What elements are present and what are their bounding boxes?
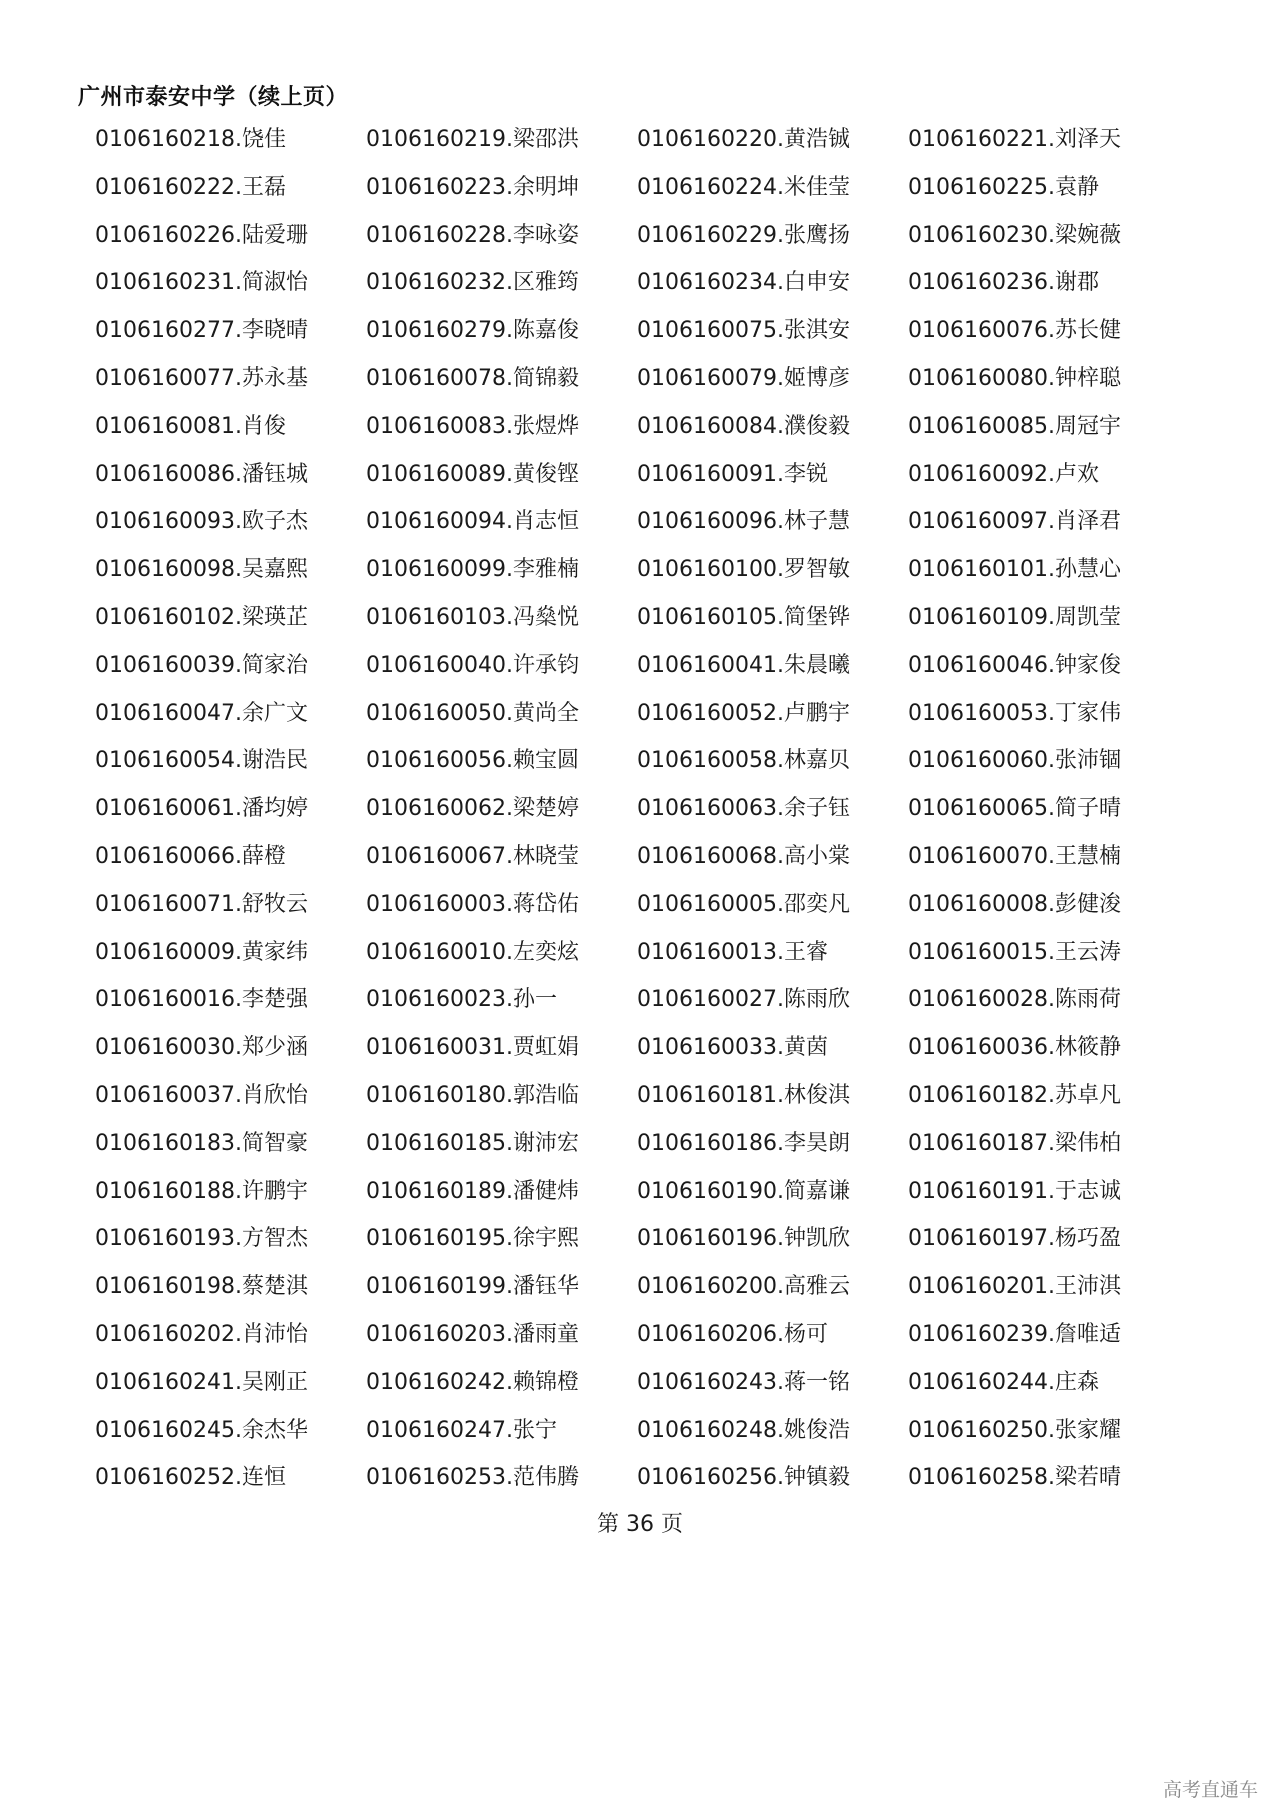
roster-entry: 0106160234.白申安 bbox=[637, 270, 850, 296]
roster-entry: 0106160101.孙慧心 bbox=[908, 557, 1121, 583]
roster-entry: 0106160279.陈嘉俊 bbox=[366, 318, 579, 344]
roster-entry: 0106160200.高雅云 bbox=[637, 1274, 850, 1300]
roster-entry: 0106160224.米佳莹 bbox=[637, 174, 850, 200]
roster-entry: 0106160225.袁静 bbox=[908, 174, 1099, 200]
roster-entry: 0106160083.张煜烨 bbox=[366, 413, 579, 439]
roster-entry: 0106160091.李锐 bbox=[637, 461, 828, 487]
roster-entry: 0106160195.徐宇熙 bbox=[366, 1226, 579, 1252]
roster-entry: 0106160193.方智杰 bbox=[95, 1226, 308, 1252]
student-roster bbox=[95, 125, 1215, 1511]
roster-entry: 0106160191.于志诚 bbox=[908, 1178, 1121, 1204]
roster-entry: 0106160037.肖欣怡 bbox=[95, 1082, 308, 1108]
roster-entry: 0106160041.朱晨曦 bbox=[637, 652, 850, 678]
roster-entry: 0106160039.简家治 bbox=[95, 652, 308, 678]
roster-entry: 0106160203.潘雨童 bbox=[366, 1321, 579, 1347]
roster-entry: 0106160197.杨巧盈 bbox=[908, 1226, 1121, 1252]
roster-entry: 0106160223.余明坤 bbox=[366, 174, 579, 200]
roster-entry: 0106160232.区雅筠 bbox=[366, 270, 579, 296]
roster-entry: 0106160230.梁婉薇 bbox=[908, 222, 1121, 248]
roster-entry: 0106160196.钟凯欣 bbox=[637, 1226, 850, 1252]
roster-entry: 0106160248.姚俊浩 bbox=[637, 1417, 850, 1443]
roster-entry: 0106160036.林筱静 bbox=[908, 1035, 1121, 1061]
roster-entry: 0106160023.孙一 bbox=[366, 987, 557, 1013]
roster-entry: 0106160031.贾虹娟 bbox=[366, 1035, 579, 1061]
roster-entry: 0106160102.梁瑛芷 bbox=[95, 604, 308, 630]
roster-entry: 0106160229.张鹰扬 bbox=[637, 222, 850, 248]
roster-entry: 0106160105.简堡铧 bbox=[637, 604, 850, 630]
roster-entry: 0106160250.张家耀 bbox=[908, 1417, 1121, 1443]
roster-entry: 0106160003.蒋岱佑 bbox=[366, 891, 579, 917]
roster-entry: 0106160221.刘泽天 bbox=[908, 127, 1121, 152]
roster-entry: 0106160060.张沛锢 bbox=[908, 748, 1121, 774]
roster-entry: 0106160244.庄森 bbox=[908, 1369, 1099, 1395]
roster-entry: 0106160081.肖俊 bbox=[95, 413, 286, 439]
roster-entry: 0106160065.简子晴 bbox=[908, 796, 1121, 822]
roster-entry: 0106160187.梁伟柏 bbox=[908, 1130, 1121, 1156]
roster-entry: 0106160258.梁若晴 bbox=[908, 1465, 1121, 1491]
roster-entry: 0106160245.余杰华 bbox=[95, 1417, 308, 1443]
roster-entry: 0106160096.林子慧 bbox=[637, 509, 850, 535]
roster-entry: 0106160010.左奕炫 bbox=[366, 939, 579, 965]
roster-entry: 0106160030.郑少涵 bbox=[95, 1035, 308, 1061]
roster-entry: 0106160061.潘均婷 bbox=[95, 796, 308, 822]
roster-entry: 0106160040.许承钧 bbox=[366, 652, 579, 678]
roster-entry: 0106160228.李咏姿 bbox=[366, 222, 579, 248]
roster-entry: 0106160080.钟梓聪 bbox=[908, 365, 1121, 391]
roster-entry: 0106160243.蒋一铭 bbox=[637, 1369, 850, 1395]
roster-entry: 0106160100.罗智敏 bbox=[637, 557, 850, 583]
roster-entry: 0106160075.张淇安 bbox=[637, 318, 850, 344]
roster-entry: 0106160077.苏永基 bbox=[95, 365, 308, 391]
roster-entry: 0106160054.谢浩民 bbox=[95, 748, 308, 774]
roster-entry: 0106160109.周凯莹 bbox=[908, 604, 1121, 630]
roster-entry: 0106160220.黄浩铖 bbox=[637, 127, 850, 152]
roster-entry: 0106160103.冯燊悦 bbox=[366, 604, 579, 630]
roster-entry: 0106160050.黄尚全 bbox=[366, 700, 579, 726]
roster-entry: 0106160099.李雅楠 bbox=[366, 557, 579, 583]
roster-entry: 0106160058.林嘉贝 bbox=[637, 748, 850, 774]
roster-entry: 0106160277.李晓晴 bbox=[95, 318, 308, 344]
roster-entry: 0106160085.周冠宇 bbox=[908, 413, 1121, 439]
roster-entry: 0106160186.李昊朗 bbox=[637, 1130, 850, 1156]
roster-entry: 0106160013.王睿 bbox=[637, 939, 828, 965]
roster-entry: 0106160188.许鹏宇 bbox=[95, 1178, 308, 1204]
roster-entry: 0106160089.黄俊铿 bbox=[366, 461, 579, 487]
roster-entry: 0106160063.余子钰 bbox=[637, 796, 850, 822]
roster-entry: 0106160079.姬博彦 bbox=[637, 365, 850, 391]
roster-entry: 0106160093.欧子杰 bbox=[95, 509, 308, 535]
roster-entry: 0106160033.黄茵 bbox=[637, 1035, 828, 1061]
roster-entry: 0106160190.简嘉谦 bbox=[637, 1178, 850, 1204]
roster-entry: 0106160247.张宁 bbox=[366, 1417, 557, 1443]
roster-entry: 0106160253.范伟腾 bbox=[366, 1465, 579, 1491]
roster-entry: 0106160252.连恒 bbox=[95, 1465, 286, 1491]
roster-entry: 0106160028.陈雨荷 bbox=[908, 987, 1121, 1013]
roster-entry: 0106160098.吴嘉熙 bbox=[95, 557, 308, 583]
roster-entry: 0106160056.赖宝圆 bbox=[366, 748, 579, 774]
roster-entry: 0106160066.薛橙 bbox=[95, 843, 286, 869]
roster-entry: 0106160189.潘健炜 bbox=[366, 1178, 579, 1204]
roster-entry: 0106160062.梁楚婷 bbox=[366, 796, 579, 822]
roster-entry: 0106160086.潘钰城 bbox=[95, 461, 308, 487]
roster-entry: 0106160239.詹唯适 bbox=[908, 1321, 1121, 1347]
roster-entry: 0106160016.李楚强 bbox=[95, 987, 308, 1013]
roster-entry: 0106160052.卢鹏宇 bbox=[637, 700, 850, 726]
roster-entry: 0106160241.吴刚正 bbox=[95, 1369, 308, 1395]
roster-entry: 0106160015.王云涛 bbox=[908, 939, 1121, 965]
roster-entry: 0106160256.钟镇毅 bbox=[637, 1465, 850, 1491]
roster-entry: 0106160219.梁邵洪 bbox=[366, 127, 579, 152]
roster-entry: 0106160067.林晓莹 bbox=[366, 843, 579, 869]
page-number: 第 36 页 bbox=[597, 1512, 683, 1537]
roster-entry: 0106160097.肖泽君 bbox=[908, 509, 1121, 535]
page-title: 广州市泰安中学（续上页） bbox=[78, 85, 349, 110]
roster-entry: 0106160218.饶佳 bbox=[95, 127, 286, 152]
roster-entry: 0106160181.林俊淇 bbox=[637, 1082, 850, 1108]
roster-entry: 0106160206.杨可 bbox=[637, 1321, 828, 1347]
roster-entry: 0106160053.丁家伟 bbox=[908, 700, 1121, 726]
roster-entry: 0106160008.彭健浚 bbox=[908, 891, 1121, 917]
roster-entry: 0106160198.蔡楚淇 bbox=[95, 1274, 308, 1300]
roster-entry: 0106160242.赖锦橙 bbox=[366, 1369, 579, 1395]
roster-entry: 0106160222.王磊 bbox=[95, 174, 286, 200]
roster-entry: 0106160199.潘钰华 bbox=[366, 1274, 579, 1300]
roster-entry: 0106160047.余广文 bbox=[95, 700, 308, 726]
roster-entry: 0106160185.谢沛宏 bbox=[366, 1130, 579, 1156]
roster-entry: 0106160092.卢欢 bbox=[908, 461, 1099, 487]
roster-entry: 0106160027.陈雨欣 bbox=[637, 987, 850, 1013]
roster-entry: 0106160202.肖沛怡 bbox=[95, 1321, 308, 1347]
roster-entry: 0106160084.濮俊毅 bbox=[637, 413, 850, 439]
roster-entry: 0106160182.苏卓凡 bbox=[908, 1082, 1121, 1108]
roster-entry: 0106160009.黄家纬 bbox=[95, 939, 308, 965]
roster-entry: 0106160201.王沛淇 bbox=[908, 1274, 1121, 1300]
watermark: 高考直通车 bbox=[1162, 1779, 1258, 1801]
roster-entry: 0106160046.钟家俊 bbox=[908, 652, 1121, 678]
roster-entry: 0106160076.苏长健 bbox=[908, 318, 1121, 344]
roster-entry: 0106160071.舒牧云 bbox=[95, 891, 308, 917]
roster-entry: 0106160180.郭浩临 bbox=[366, 1082, 579, 1108]
roster-entry: 0106160068.高小棠 bbox=[637, 843, 850, 869]
roster-entry: 0106160226.陆爱珊 bbox=[95, 222, 308, 248]
roster-entry: 0106160005.邵奕凡 bbox=[637, 891, 850, 917]
roster-entry: 0106160094.肖志恒 bbox=[366, 509, 579, 535]
roster-entry: 0106160078.简锦毅 bbox=[366, 365, 579, 391]
roster-entry: 0106160236.谢郡 bbox=[908, 270, 1099, 296]
roster-entry: 0106160070.王慧楠 bbox=[908, 843, 1121, 869]
roster-entry: 0106160231.简淑怡 bbox=[95, 270, 308, 296]
roster-entry: 0106160183.简智豪 bbox=[95, 1130, 308, 1156]
